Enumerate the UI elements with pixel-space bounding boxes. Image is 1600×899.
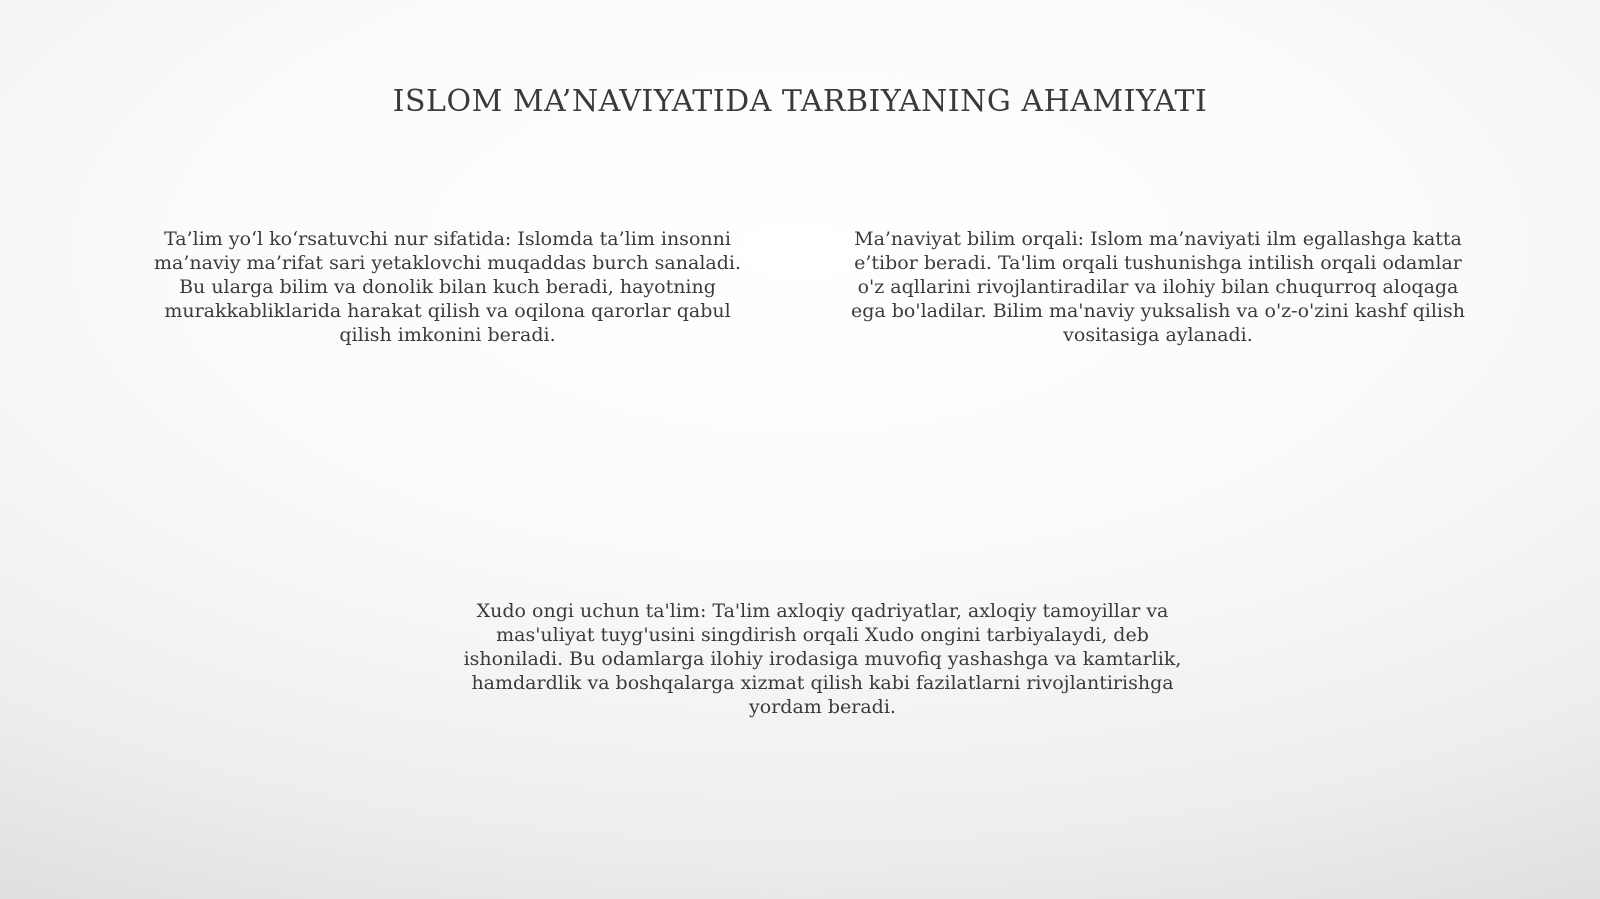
slide-title: ISLOM MA’NAVIYATIDA TARBIYANING AHAMIYATI [392, 84, 1208, 119]
paragraph-spirituality-through-knowledge: Ma’naviyat bilim orqali: Islom ma’naviyati ilm egallashga katta e’tibor beradi. Ta'lim orqali tushunishga intilish orqali odamlar o'z aqllarini rivojlantiradilar va ilohiy bilan chuqurroq aloqaga ega bo'ladilar. Bilim ma'naviy yuksalish va o'z-o'zini kashf qilish vositasiga aylanadi. [850, 228, 1465, 346]
paragraph-education-for-god-consciousness: Xudo ongi uchun ta'lim: Ta'lim axloqiy qadriyatlar, axloqiy tamoyillar va mas'uliyat tuyg'usini singdirish orqali Xudo ongini tarbiyalaydi, deb ishoniladi. Bu odamlarga ilohiy irodasiga muvofiq yashashga va kamtarlik, hamdardlik va boshqalarga xizmat qilish kabi fazilatlarni rivojlantirishga yordam beradi. [463, 600, 1182, 718]
paragraph-education-as-guiding-light: Ta’lim yo‘l ko‘rsatuvchi nur sifatida: Islomda ta’lim insonni ma’naviy ma’rifat sari yetaklovchi muqaddas burch sanaladi. Bu ularga bilim va donolik bilan kuch beradi, hayotning murakkabliklarida harakat qilish va oqilona qarorlar qabul qilish imkonini beradi. [154, 228, 741, 346]
